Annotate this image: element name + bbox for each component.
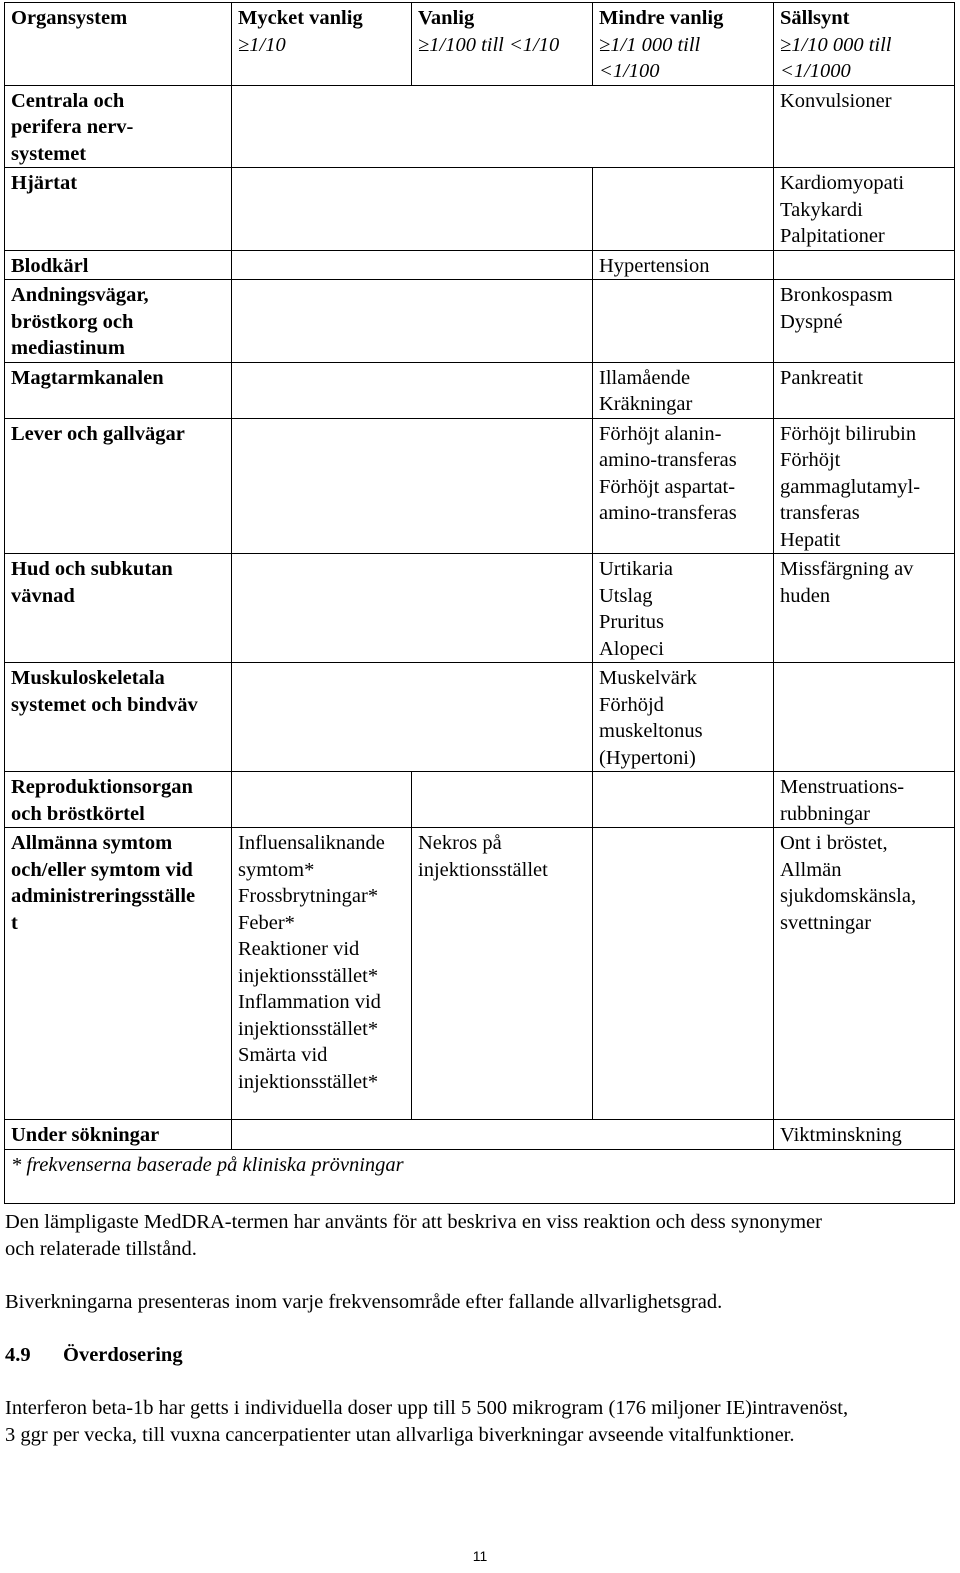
organ-cell: Lever och gallvägar — [5, 418, 232, 554]
organ-cell: Allmänna symtom och/eller symtom vid administreringsställe t — [5, 828, 232, 1120]
frequency-cell: Viktminskning — [774, 1120, 955, 1150]
frequency-cell — [232, 250, 593, 280]
table-row — [5, 362, 955, 418]
frequency-cell — [774, 250, 955, 280]
header-organ — [5, 3, 232, 86]
header-title: Mycket vanlig — [238, 7, 363, 29]
frequency-cell — [232, 418, 593, 554]
frequency-cell — [232, 362, 593, 418]
header-frequency: ≥1/10 — [238, 33, 286, 56]
frequency-cell — [593, 168, 774, 251]
frequency-cell — [232, 280, 593, 363]
header-frequency: ≥1/10 000 till <1/1000 — [780, 33, 892, 82]
header-title: Sällsynt — [780, 7, 850, 29]
frequency-cell: Förhöjt alanin- amino-transferas Förhöjt aspartat- amino-transferas — [593, 418, 774, 554]
frequency-cell: Pankreatit — [774, 362, 955, 418]
table-row — [5, 1120, 955, 1150]
header-very-common — [232, 3, 412, 86]
organ-cell: Blodkärl — [5, 250, 232, 280]
section-heading — [5, 1342, 183, 1369]
header-frequency: ≥1/100 till <1/10 — [418, 33, 560, 56]
header-frequency: ≥1/1 000 till <1/100 — [599, 33, 701, 82]
frequency-cell: Ont i bröstet, Allmän sjukdomskänsla, svettningar — [774, 828, 955, 1120]
frequency-cell: Bronkospasm Dyspné — [774, 280, 955, 363]
frequency-cell: Influensaliknande symtom* Frossbrytningar* Feber* Reaktioner vid injektionsstället* Inflammation vid injektionsstället* Smärta vid injektionsstället* — [232, 828, 412, 1120]
frequency-cell — [593, 828, 774, 1120]
frequency-cell — [232, 1120, 774, 1150]
section-title: Överdosering — [63, 1344, 183, 1366]
organ-cell: Reproduktionsorgan och bröstkörtel — [5, 772, 232, 828]
frequency-cell: Missfärgning av huden — [774, 554, 955, 663]
table-row — [5, 828, 955, 1120]
frequency-cell: Förhöjt bilirubin Förhöjt gammaglutamyl- transferas Hepatit — [774, 418, 955, 554]
adverse-reactions-table — [4, 2, 955, 1204]
frequency-cell: Urtikaria Utslag Pruritus Alopeci — [593, 554, 774, 663]
frequency-cell — [593, 280, 774, 363]
frequency-cell: Muskelvärk Förhöjd muskeltonus (Hypertoni) — [593, 663, 774, 772]
table-row — [5, 280, 955, 363]
organ-cell: Hud och subkutan vävnad — [5, 554, 232, 663]
frequency-cell — [232, 554, 593, 663]
frequency-cell — [412, 772, 593, 828]
organ-cell: Muskuloskeletala systemet och bindväv — [5, 663, 232, 772]
frequency-cell — [774, 663, 955, 772]
organ-cell: Centrala och perifera nerv- systemet — [5, 85, 232, 168]
table-footnote-row — [5, 1149, 955, 1203]
organ-cell: Magtarmkanalen — [5, 362, 232, 418]
organ-cell: Hjärtat — [5, 168, 232, 251]
header-rare — [774, 3, 955, 86]
frequency-cell — [232, 663, 593, 772]
page-number: 11 — [472, 1548, 488, 1564]
overdose-paragraph: Interferon beta-1b har getts i individuella doser upp till 5 500 mikrogram (176 miljoner IE)intravenöst, 3 ggr per vecka, till vuxna cancerpatienter utan allvarliga biverkningar avseende vitalfunktioner. — [5, 1397, 849, 1446]
table-row — [5, 663, 955, 772]
table-row — [5, 772, 955, 828]
frequency-cell: Konvulsioner — [774, 85, 955, 168]
header-title: Vanlig — [418, 7, 475, 29]
header-common — [412, 3, 593, 86]
frequency-cell: Hypertension — [593, 250, 774, 280]
table-row — [5, 250, 955, 280]
frequency-cell: Nekros på injektionsstället — [412, 828, 593, 1120]
frequency-cell — [232, 772, 412, 828]
organ-cell: Andningsvägar, bröstkorg och mediastinum — [5, 280, 232, 363]
table-row — [5, 418, 955, 554]
frequency-cell: Kardiomyopati Takykardi Palpitationer — [774, 168, 955, 251]
frequency-cell — [232, 85, 774, 168]
header-title: Organsystem — [11, 7, 128, 29]
table-header-row — [5, 3, 955, 86]
meddra-paragraph: Den lämpligaste MedDRA-termen har använts för att beskriva en viss reaktion och dess synonymer och relaterade tillstånd. — [5, 1211, 822, 1260]
table-footnote: * frekvenserna baserade på kliniska prövningar — [5, 1149, 955, 1203]
frequency-cell: Illamående Kräkningar — [593, 362, 774, 418]
section-number: 4.9 — [5, 1344, 31, 1366]
header-uncommon — [593, 3, 774, 86]
table-row — [5, 85, 955, 168]
severity-order-paragraph: Biverkningarna presenteras inom varje frekvensområde efter fallande allvarlighetsgrad. — [5, 1291, 723, 1313]
frequency-cell: Menstruations- rubbningar — [774, 772, 955, 828]
table-row — [5, 554, 955, 663]
frequency-cell — [232, 168, 593, 251]
frequency-cell — [593, 772, 774, 828]
organ-cell: Under sökningar — [5, 1120, 232, 1150]
table-row — [5, 168, 955, 251]
header-title: Mindre vanlig — [599, 7, 724, 29]
